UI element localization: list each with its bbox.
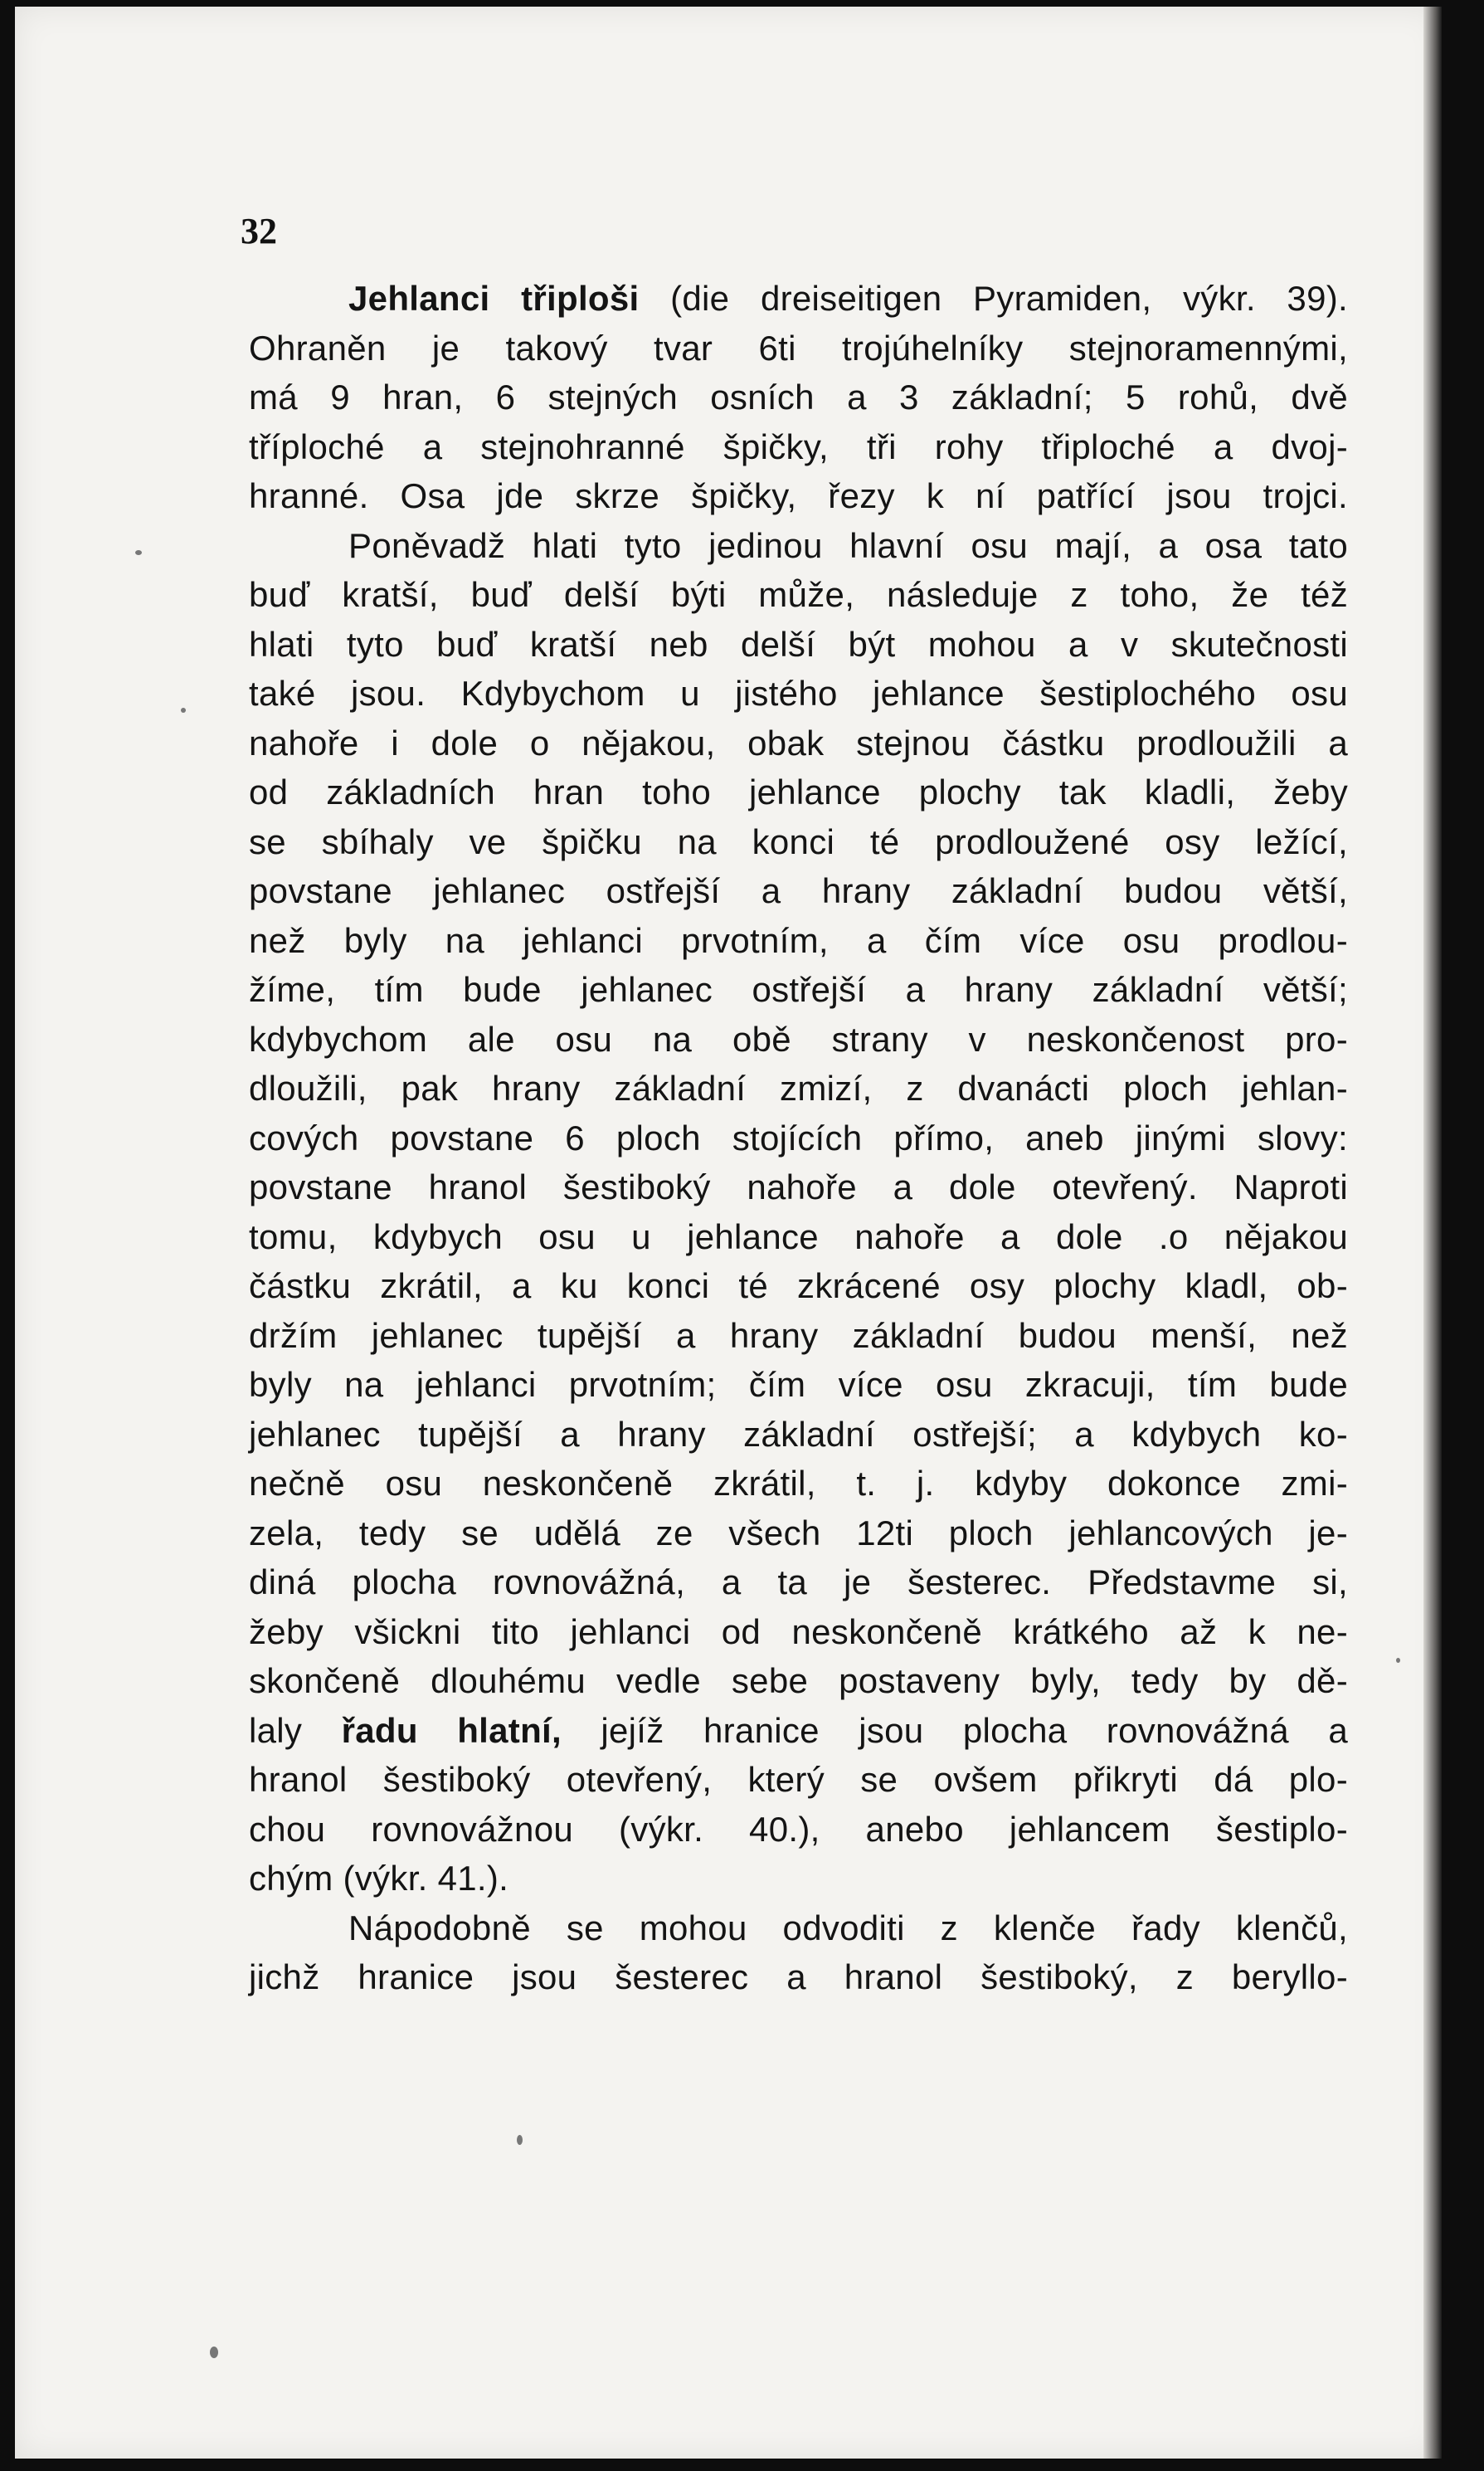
text-line	[249, 669, 1348, 719]
text-segment: než byly na jehlanci prvotním, a čím více osu prodlou-	[249, 920, 1348, 960]
text-line	[249, 1755, 1348, 1805]
text-segment: chým (výkr. 41.).	[249, 1859, 509, 1898]
text-segment: hranné. Osa jde skrze špičky, řezy k ní patřící jsou trojci.	[249, 476, 1348, 515]
text-line	[249, 1015, 1348, 1065]
text-line	[249, 521, 1348, 571]
text-line	[249, 1952, 1348, 2002]
text-line	[249, 866, 1348, 916]
text-segment: hranol šestiboký otevřený, který se ovšem přikryti dá plo-	[249, 1760, 1348, 1799]
text-segment: žíme, tím bude jehlanec ostřejší a hrany základní větší;	[249, 970, 1348, 1009]
text-segment: dloužili, pak hrany základní zmizí, z dvanácti ploch jehlan-	[249, 1069, 1348, 1108]
text-line	[249, 422, 1348, 472]
text-line	[249, 1706, 1348, 1756]
text-segment: jejíž hranice jsou plocha rovnovážná a	[562, 1710, 1348, 1750]
text-line	[249, 324, 1348, 373]
paragraph	[249, 274, 1348, 521]
text-line	[249, 965, 1348, 1015]
page-edge-shadow	[1423, 7, 1442, 2459]
text-segment: chou rovnovážnou (výkr. 40.), anebo jehlancem šestiplo-	[249, 1809, 1348, 1849]
text-line	[249, 817, 1348, 867]
text-segment: má 9 hran, 6 stejných osních a 3 základní; 5 rohů, dvě	[249, 378, 1348, 417]
text-segment: žeby všickni tito jehlanci od neskončeně krátkého až k ne-	[249, 1611, 1348, 1651]
text-line	[249, 916, 1348, 966]
text-segment: (die dreiseitigen Pyramiden, výkr. 39).	[639, 279, 1348, 318]
text-segment: byly na jehlanci prvotním; čím více osu zkracuji, tím bude	[249, 1365, 1348, 1404]
text-segment: kdybychom ale osu na obě strany v neskončenost pro-	[249, 1019, 1348, 1059]
text-line	[249, 1656, 1348, 1706]
text-segment: tomu, kdybych osu u jehlance nahoře a dole .o nějakou	[249, 1216, 1348, 1256]
text-segment: nečně osu neskončeně zkrátil, t. j. kdyby dokonce zmi-	[249, 1464, 1348, 1503]
text-segment: zela, tedy se udělá ze všech 12ti ploch jehlancových je-	[249, 1513, 1348, 1552]
text-segment: od základních hran toho jehlance plochy tak kladli, žeby	[249, 772, 1348, 811]
book-page	[15, 7, 1442, 2459]
text-line	[249, 1805, 1348, 1854]
text-segment: skončeně dlouhému vedle sebe postaveny byly, tedy by dě-	[249, 1661, 1348, 1700]
text-segment: tříploché a stejnohranné špičky, tři rohy třiploché a dvoj-	[249, 426, 1348, 466]
page-number: 32	[241, 211, 277, 251]
text-segment: buď kratší, buď delší býti může, následuje z toho, že též	[249, 575, 1348, 614]
text-line	[249, 1212, 1348, 1262]
text-segment: se sbíhaly ve špičku na konci té prodloužené osy ležící,	[249, 821, 1348, 861]
text-line	[249, 1162, 1348, 1212]
text-line	[249, 1607, 1348, 1657]
body-text	[249, 274, 1348, 2002]
text-line	[249, 1854, 1348, 1903]
text-line	[249, 1114, 1348, 1163]
text-line	[249, 1459, 1348, 1508]
text-segment: povstane jehlanec ostřejší a hrany základní budou větší,	[249, 871, 1348, 910]
text-segment: jichž hranice jsou šesterec a hranol šestiboký, z beryllo-	[249, 1957, 1348, 1996]
text-line	[249, 1311, 1348, 1361]
text-segment: držím jehlanec tupější a hrany základní budou menší, než	[249, 1315, 1348, 1355]
text-line	[249, 768, 1348, 817]
text-line	[249, 570, 1348, 620]
text-line	[249, 1360, 1348, 1410]
text-line	[249, 620, 1348, 670]
text-segment: nahoře i dole o nějakou, obak stejnou částku prodloužili a	[249, 723, 1348, 763]
paper-speck	[135, 550, 142, 555]
text-segment: hlati tyto buď kratší neb delší být mohou a v skutečnosti	[249, 624, 1348, 664]
text-segment: diná plocha rovnovážná, a ta je šesterec. Představme si,	[249, 1562, 1348, 1601]
text-line	[249, 719, 1348, 768]
text-line	[249, 373, 1348, 422]
text-segment: Ohraněn je takový tvar 6ti trojúhelníky stejnoramennými,	[249, 328, 1348, 368]
text-segment: laly	[249, 1710, 342, 1750]
text-line	[249, 1261, 1348, 1311]
text-segment: Nápodobně se mohou odvoditi z klenče řady klenčů,	[348, 1908, 1348, 1947]
text-line	[249, 1903, 1348, 1953]
text-segment: povstane hranol šestiboký nahoře a dole otevřený. Naproti	[249, 1167, 1348, 1206]
paragraph	[249, 521, 1348, 1903]
text-segment: částku zkrátil, a ku konci té zkrácené osy plochy kladl, ob-	[249, 1266, 1348, 1305]
text-line	[249, 1557, 1348, 1607]
bold-term: řadu hlatní,	[341, 1710, 562, 1750]
text-segment: cových povstane 6 ploch stojících přímo, aneb jinými slovy:	[249, 1118, 1348, 1158]
text-line	[249, 274, 1348, 324]
paper-speck	[517, 2135, 523, 2145]
text-line	[249, 1508, 1348, 1558]
text-segment: Poněvadž hlati tyto jedinou hlavní osu mají, a osa tato	[348, 525, 1348, 565]
paper-speck	[181, 708, 186, 713]
text-segment: jehlanec tupější a hrany základní ostřejší; a kdybych ko-	[249, 1414, 1348, 1454]
paper-speck	[210, 2347, 218, 2358]
text-line	[249, 471, 1348, 521]
text-segment: také jsou. Kdybychom u jistého jehlance šestiplochého osu	[249, 674, 1348, 713]
text-line	[249, 1064, 1348, 1114]
bold-term: Jehlanci třiploši	[348, 279, 640, 318]
paper-speck	[1396, 1658, 1400, 1663]
text-line	[249, 1410, 1348, 1460]
paragraph	[249, 1903, 1348, 2002]
